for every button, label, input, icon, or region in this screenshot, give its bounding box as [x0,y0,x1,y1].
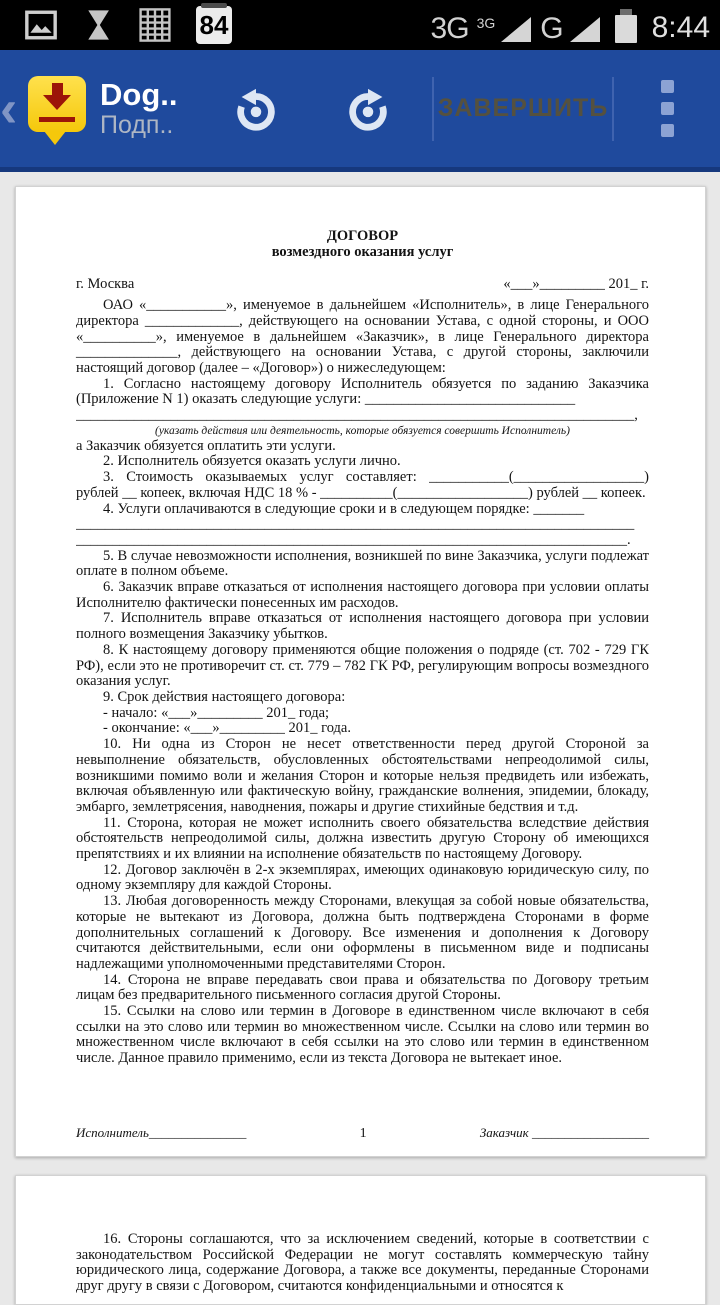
doc-blank-line: _____________________________________________________________________________ [76,517,635,533]
doc-paragraph: а Заказчик обязуется оплатить эти услуги. [76,437,336,454]
document-page-2 [15,1175,706,1305]
doc-paragraph: ОАО «___________», именуемое в дальнейшем «Исполнитель», в лице Генерального директора _____________, действующего на основании Устава, с одной стороны, и ООО «__________», именуемое в дальнейшем «Заказчик», в лице Генерального директора ______________, действующего на основании Устава, с другой стороны, заключили настоящий договор (далее – «Договор») о нижеследующем: [76,297,649,376]
status-indicators [431,7,710,44]
battery-percent-badge: 84 [196,6,232,44]
doc-paragraph: 10. Ни одна из Сторон не несет ответственности перед другой Стороной за невыполнение обязательств, обусловленных обстоятельствами непреодолимой силы, возникшими помимо воли и желания Сторон и которые нельзя предвидеть или избежать, включая объявленную или фактическую войну, гражданские волнения, эпидемии, блокаду, эмбарго, землетрясения, наводнения, пожары и другие стихийные бедствия и т.д. [76,736,649,815]
clock: 8:44 [651,10,710,44]
doc-place: г. Москва [76,276,135,293]
battery-icon [615,7,637,43]
signal-triangle-icon [570,17,600,42]
doc-subtitle: возмездного оказания услуг [271,243,454,260]
app-logo-icon [28,76,86,132]
doc-date-blank: «___»_________ 201_ г. [503,276,649,293]
grid-icon [138,7,172,43]
notification-icons [24,6,232,44]
page-footer [76,1125,649,1142]
overflow-menu-icon[interactable] [614,80,720,137]
footer-customer-blank: Заказчик __________________ [479,1125,649,1140]
doc-paragraph: - начало: «___»_________ 201_ года; [103,704,330,721]
toolbar-titles [100,78,200,140]
redo-icon [344,85,392,133]
doc-paragraph: 9. Срок действия настоящего договора: [103,688,346,705]
doc-blank-line: _____________________________________________________________________________, [76,408,638,424]
app-title: Dog.. [100,76,178,112]
download-arrow-bar [39,117,75,122]
doc-paragraph: 14. Сторона не вправе передавать свои права и обязательства по Договору третьим лицам без предварительного письменного согласия другой Стороны. [76,971,649,1004]
doc-paragraph: 3. Стоимость оказываемых услуг составляет: ___________(__________________) рублей __ копеек, включая НДС 18 % - __________(__________________) рублей __ копеек. [76,469,649,501]
doc-paragraph: 2. Исполнитель обязуется оказать услуги лично. [103,453,401,470]
network-3g-label: 3G [430,11,469,45]
doc-paragraph: 16. Стороны соглашаются, что за исключением сведений, которые в соответствии с законодательством Российской Федерации не могут составлять коммерческую тайну юридического лица, содержание Договора, а также все документы, переданные Сторонами друг другу в связи с Договором, считаются конфиденциальными и относятся к [76,1231,649,1295]
footer-executor-blank: Исполнитель_______________ [76,1125,247,1140]
doc-paragraph: 12. Договор заключён в 2-х экземплярах, имеющих одинаковую юридическую силу, по одному экземпляру для каждой Стороны. [76,861,649,894]
undo-button[interactable] [232,85,280,133]
doc-paragraph: 7. Исполнитель вправе отказаться от исполнения настоящего договора при условии полного возмещения Заказчику убытков. [76,610,649,643]
download-arrow-head [43,95,71,110]
redo-button[interactable] [344,85,392,133]
page-number: 1 [359,1126,367,1141]
signal-triangle-icon [501,17,531,42]
doc-paragraph: 1. Согласно настоящему договору Исполнитель обязуется по заданию Заказчика (Приложение N 1) оказать следующие услуги: _____________________________ [76,375,649,408]
doc-paragraph: 4. Услуги оплачиваются в следующие сроки и в следующем порядке: _______ [103,500,585,517]
doc-caption: (указать действия или деятельность, которые обязуется совершить Исполнитель) [155,424,570,437]
doc-paragraph: - окончание: «___»_________ 201_ года. [103,720,351,737]
undo-icon [232,85,280,133]
doc-title: ДОГОВОР [326,228,399,244]
doc-paragraph: 8. К настоящему договору применяются общие положения о подряде (ст. 702 - 729 ГК РФ), если это не противоречит ст. ст. 779 – 782 ГК РФ, регулирующим вопросы возмездного оказания услуг. [76,641,649,690]
doc-paragraph: 5. В случае невозможности исполнения, возникшей по вине Заказчика, услуги подлежат оплате в полном объеме. [76,547,649,580]
hourglass-icon [82,8,114,42]
doc-paragraph: 13. Любая договоренность между Сторонами, влекущая за собой новые обязательства, которые не вытекают из Договора, должна быть подтверждена Сторонами в форме дополнительных соглашений к Договору. Все изменения и дополнения к Договору считаются действительными, если они оформлены в письменном виде и подписаны надлежащими уполномоченными представителями Сторон. [76,893,649,972]
finish-button[interactable]: ЗАВЕРШИТЬ [437,94,609,122]
document-page-1 [15,186,706,1157]
network-3g-badge: 3G [476,14,496,31]
doc-paragraph: 11. Сторона, которая не может исполнить своего обязательства вследствие действия обстоятельств непреодолимой силы, должна известить другую Сторону об имеющихся препятствиях и их влиянии на исполнение обязательств по настоящему Договору. [76,814,649,863]
doc-dateline [76,277,649,293]
status-bar [0,0,720,50]
app-toolbar [0,50,720,172]
network-g-label: G [540,11,563,45]
doc-paragraph: 6. Заказчик вправе отказаться от исполнения настоящего договора при условии оплаты Исполнителю фактически понесенных им расходов. [76,579,649,611]
doc-blank-line: ____________________________________________________________________________. [76,532,631,548]
doc-paragraph: 15. Ссылки на слово или термин в Договоре в единственном числе включают в себя ссылки на это слово или термин во множественном числе. Ссылки на слово или термин во множественном числе включают в себя ссылки на это слово или термин в единственном числе. Данное правило применимо, если из текста Договора не вытекает иное. [76,1003,649,1067]
app-subtitle: Подп.. [100,110,174,139]
back-icon[interactable]: ‹ [0,88,18,129]
photo-icon [24,8,58,42]
